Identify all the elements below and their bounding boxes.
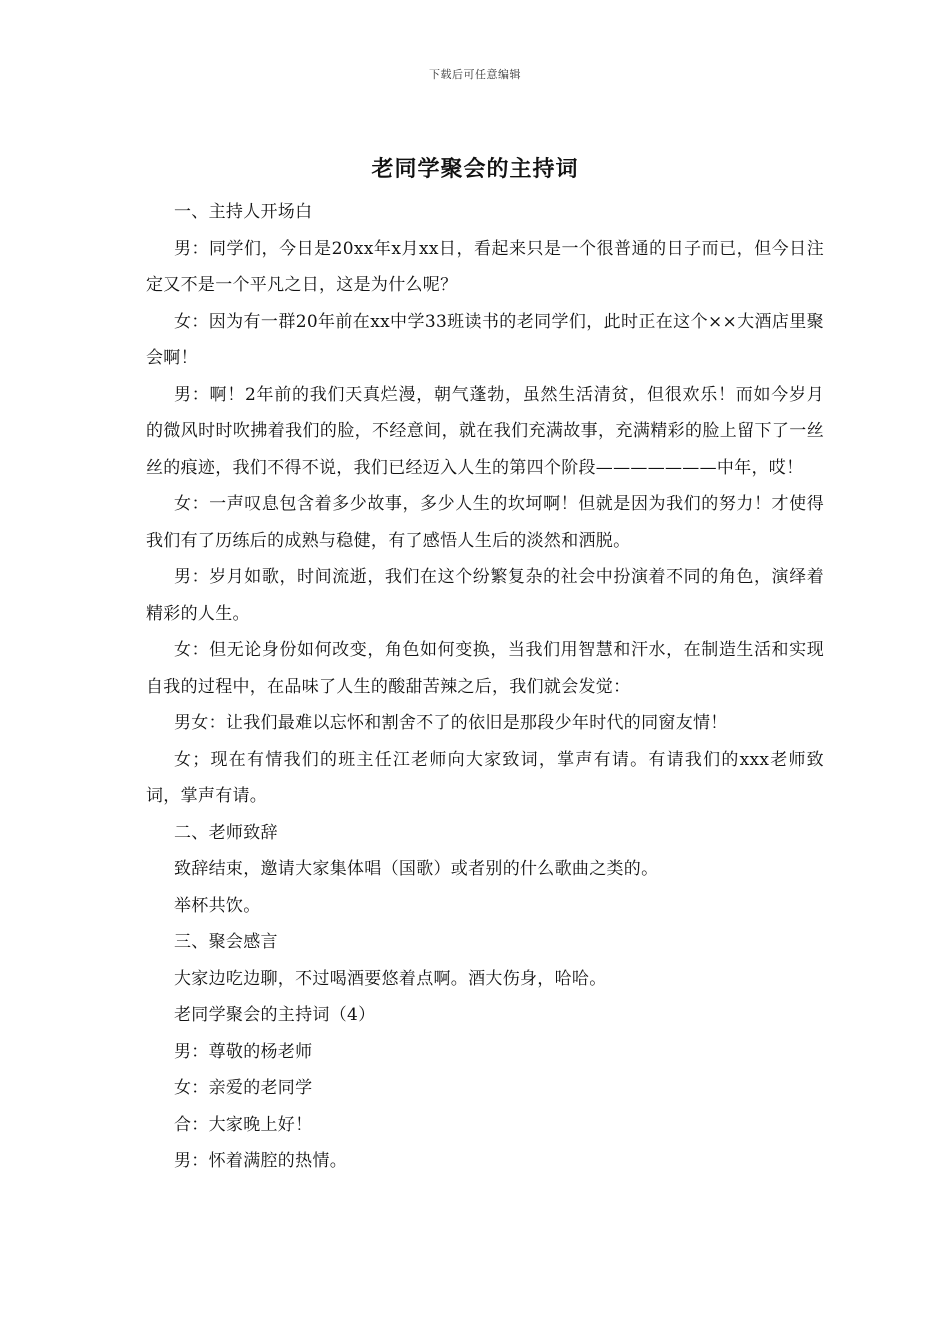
paragraph: 女；现在有情我们的班主任江老师向大家致词，掌声有请。有请我们的xxx老师致词，掌声有请。 bbox=[146, 749, 824, 806]
paragraph: 女：但无论身份如何改变，角色如何变换，当我们用智慧和汗水，在制造生活和实现自我的过程中，在品味了人生的酸甜苦辣之后，我们就会发觉： bbox=[146, 640, 824, 697]
section-heading-opening: 一、主持人开场白 bbox=[174, 202, 313, 222]
section-heading-reflections: 三、聚会感言 bbox=[174, 932, 278, 952]
paragraph: 致辞结束，邀请大家集体唱（国歌）或者别的什么歌曲之类的。 bbox=[174, 859, 659, 879]
paragraph: 男：岁月如歌，时间流逝，我们在这个纷繁复杂的社会中扮演着不同的角色，演绎着精彩的人生。 bbox=[146, 567, 824, 624]
section-heading-teacher-speech: 二、老师致辞 bbox=[174, 822, 278, 843]
paragraph: 女：因为有一群20年前在xx中学33班读书的老同学们，此时正在这个××大酒店里聚会啊！ bbox=[146, 311, 824, 368]
paragraph: 合：大家晚上好！ bbox=[174, 1114, 313, 1135]
document-title: 老同学聚会的主持词 bbox=[371, 156, 579, 182]
paragraph: 大家边吃边聊，不过喝酒要悠着点啊。酒大伤身，哈哈。 bbox=[174, 968, 607, 989]
header-note: 下载后可任意编辑 bbox=[429, 68, 521, 81]
paragraph: 举杯共饮。 bbox=[174, 895, 261, 916]
paragraph: 老同学聚会的主持词（4） bbox=[174, 1005, 376, 1025]
paragraph: 男：同学们，今日是20xx年x月xx日，看起来只是一个很普通的日子而已，但今日注定又不是一个平凡之日，这是为什么呢？ bbox=[146, 238, 824, 295]
paragraph: 女：一声叹息包含着多少故事，多少人生的坎坷啊！但就是因为我们的努力！才使得我们有了历练后的成熟与稳健，有了感悟人生后的淡然和洒脱。 bbox=[146, 494, 824, 551]
paragraph: 男：啊！2年前的我们天真烂漫，朝气蓬勃，虽然生活清贫，但很欢乐！而如今岁月的微风时时吹拂着我们的脸，不经意间，就在我们充满故事，充满精彩的脸上留下了一丝丝的痕迹，我们不得不说，我们已经迈入人生的第四个阶段———————中年，哎！ bbox=[146, 384, 824, 478]
paragraph: 男女：让我们最难以忘怀和割舍不了的依旧是那段少年时代的同窗友情！ bbox=[174, 713, 728, 733]
paragraph: 女：亲爱的老同学 bbox=[174, 1078, 313, 1098]
document-body bbox=[146, 194, 824, 1180]
paragraph: 男：怀着满腔的热情。 bbox=[174, 1151, 347, 1171]
paragraph: 男：尊敬的杨老师 bbox=[174, 1041, 313, 1062]
